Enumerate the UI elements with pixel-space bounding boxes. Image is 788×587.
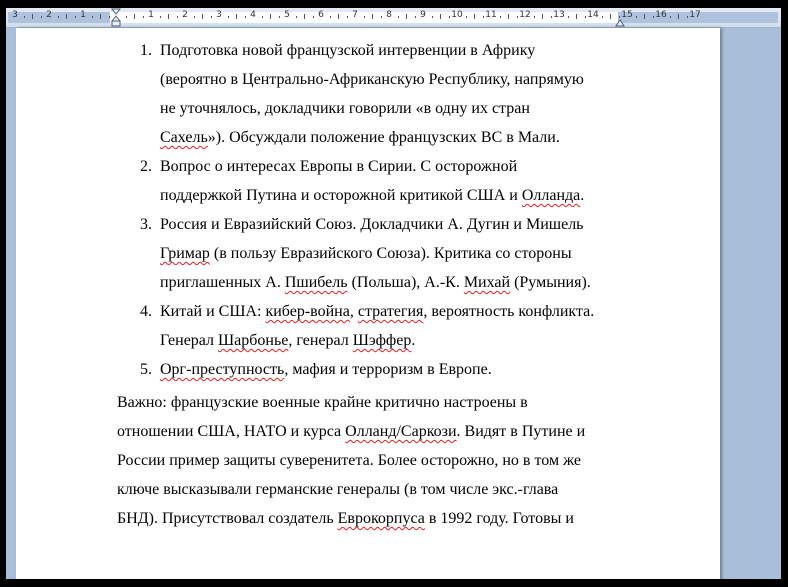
ruler-tick	[636, 16, 637, 18]
ruler-tick	[508, 14, 509, 19]
list-item-line	[16, 152, 620, 181]
ruler-number: 3	[12, 10, 18, 20]
ruler-tick	[517, 16, 518, 18]
list-item-line	[16, 123, 620, 152]
list-item-line	[16, 181, 620, 210]
misspelled-word: Пшибель	[284, 274, 348, 291]
misspelled-word: Еврокорпуса	[337, 510, 425, 527]
text-run: Вопрос о интересах Европы в Сирии. С осторожной	[160, 158, 518, 175]
ruler-number: 4	[250, 10, 256, 20]
ruler-tick	[678, 14, 679, 19]
list-item-line	[16, 268, 620, 297]
paragraph-line	[117, 388, 637, 417]
ruler-tick	[542, 14, 543, 19]
text-run: ключе высказывали германские генералы (в том числе экс.-глава	[117, 481, 559, 498]
text-run: приглашенных А.	[160, 274, 285, 291]
ruler-tick	[466, 16, 467, 18]
ruler-tick	[602, 16, 603, 18]
text-run: (Румыния).	[510, 274, 591, 291]
text-run: (вероятно в Центрально-Африканскую Республику, напрямую	[160, 71, 584, 88]
ruler-tick	[228, 16, 229, 18]
misspelled-word: Орг-преступность	[160, 361, 285, 378]
text-run: Генерал	[160, 332, 219, 349]
ruler-tick	[610, 14, 611, 19]
ruler-tick	[66, 14, 67, 19]
text-run: России пример защиты суверенитета. Более осторожно, но в том же	[117, 452, 582, 469]
ruler-tick	[585, 16, 586, 18]
ruler-number: 1	[80, 10, 86, 20]
ruler-tick	[75, 16, 76, 18]
ruler-tick	[440, 14, 441, 19]
ruler-tick	[262, 16, 263, 18]
ruler-tick	[270, 14, 271, 19]
text-run: не уточнялось, докладчики говорили «в одну их стран	[160, 100, 530, 117]
numbered-list	[16, 36, 620, 384]
ruler-tick	[670, 16, 671, 18]
ruler-tick	[432, 16, 433, 18]
misspelled-word: стратегия	[357, 303, 424, 320]
ruler-tick	[177, 16, 178, 18]
list-item-line	[16, 326, 620, 355]
ruler-tick	[24, 16, 25, 18]
paragraph-line	[117, 475, 637, 504]
ruler-number: 7	[352, 10, 358, 20]
ruler-tick	[449, 16, 450, 18]
text-run: . Видят в Путине и	[456, 423, 586, 440]
ruler-tick	[381, 16, 382, 18]
horizontal-ruler[interactable]	[6, 8, 781, 28]
ruler-tick	[194, 16, 195, 18]
misspelled-word: Шэффер	[352, 332, 412, 349]
text-run: Россия и Евразийский Союз. Докладчики А. Дугин и Мишель	[160, 216, 584, 233]
ruler-number: 10	[451, 10, 463, 20]
ruler-tick	[483, 16, 484, 18]
text-run: поддержкой Путина и осторожной критикой США и	[160, 187, 522, 204]
text-run: отношении США, НАТО и курса	[117, 423, 346, 440]
ruler-tick	[236, 14, 237, 19]
ruler-number: 3	[216, 10, 222, 20]
ruler-number: 16	[655, 10, 667, 20]
ruler-tick	[134, 14, 135, 19]
ruler-tick	[211, 16, 212, 18]
list-item-line	[16, 355, 620, 384]
ruler-tick	[126, 16, 127, 18]
text-run: (Польша), А.-К.	[347, 274, 464, 291]
misspelled-word: Олланда	[521, 187, 581, 204]
document-page[interactable]	[16, 28, 720, 579]
ruler-number: 6	[318, 10, 324, 20]
ruler-tick	[551, 16, 552, 18]
text-run: , мафия и терроризм в Европе.	[284, 361, 492, 378]
misspelled-word: Олланд/Саркози	[345, 423, 457, 440]
ruler-tick	[100, 14, 101, 19]
ruler-tick	[398, 16, 399, 18]
ruler-number: 5	[284, 10, 290, 20]
ruler-tick	[338, 14, 339, 19]
ruler-tick	[168, 14, 169, 19]
list-number: 1.	[140, 42, 152, 59]
text-run: Китай и США:	[160, 303, 266, 320]
ruler-tick	[279, 16, 280, 18]
text-run: , вероятность конфликта.	[423, 303, 595, 320]
text-run: , генерал	[288, 332, 353, 349]
text-run: Важно: французские военные крайне критично настроены в	[117, 394, 528, 411]
text-run: .	[580, 187, 585, 204]
text-run: в 1992 году. Готовы и	[424, 510, 574, 527]
ruler-tick	[372, 14, 373, 19]
ruler-number: 1	[148, 10, 154, 20]
text-run: »). Обсуждали положение французских ВС в Мали.	[207, 129, 560, 146]
paragraph-line	[117, 504, 637, 533]
ruler-tick	[330, 16, 331, 18]
list-number: 2.	[140, 158, 152, 175]
ruler-tick	[653, 16, 654, 18]
ruler-number: 2	[46, 10, 52, 20]
ruler-tick	[58, 16, 59, 18]
ruler-number: 15	[621, 10, 633, 20]
ruler-tick	[296, 16, 297, 18]
paragraph-line	[117, 417, 637, 446]
list-number: 5.	[140, 361, 152, 378]
ruler-tick	[644, 14, 645, 19]
ruler-tick	[32, 14, 33, 19]
ruler-tick	[568, 16, 569, 18]
list-item-line	[16, 36, 620, 65]
paragraph-line	[117, 446, 637, 475]
ruler-number: 13	[553, 10, 565, 20]
list-item-line	[16, 210, 620, 239]
list-item-line	[16, 239, 620, 268]
misspelled-word: кибер-война	[265, 303, 350, 320]
misspelled-word: Михай	[463, 274, 511, 291]
word-window	[6, 8, 781, 579]
misspelled-word: Гримар	[160, 245, 210, 262]
ruler-number: 14	[587, 10, 599, 20]
ruler-number: 11	[485, 10, 497, 20]
ruler-tick	[304, 14, 305, 19]
ruler-number: 2	[182, 10, 188, 20]
right-indent-marker-icon[interactable]	[615, 17, 625, 27]
ruler-tick	[245, 16, 246, 18]
indent-marker-icon[interactable]	[111, 8, 121, 27]
ruler-tick	[576, 14, 577, 19]
ruler-tick	[92, 16, 93, 18]
ruler-tick	[143, 16, 144, 18]
ruler-number: 9	[420, 10, 426, 20]
misspelled-word: Сахель	[160, 129, 208, 146]
body-paragraph	[117, 388, 637, 533]
ruler-tick	[364, 16, 365, 18]
ruler-tick	[500, 16, 501, 18]
ruler-tick	[313, 16, 314, 18]
ruler-tick	[415, 16, 416, 18]
text-run: ,	[349, 303, 358, 320]
list-item-line	[16, 297, 620, 326]
list-item-line	[16, 94, 620, 123]
text-run: БНД). Присутствовал создатель	[117, 510, 338, 527]
ruler-tick	[687, 16, 688, 18]
list-item-line	[16, 65, 620, 94]
ruler-tick	[202, 14, 203, 19]
text-run: Подготовка новой французской интервенции в Африку	[160, 42, 536, 59]
misspelled-word: Шарбонье	[218, 332, 289, 349]
ruler-number: 8	[386, 10, 392, 20]
ruler-tick	[406, 14, 407, 19]
list-number: 3.	[140, 216, 152, 233]
ruler-tick	[347, 16, 348, 18]
ruler-tick	[109, 16, 110, 18]
text-run: (в пользу Евразийского Союза). Критика со стороны	[209, 245, 572, 262]
ruler-tick	[160, 16, 161, 18]
text-run: .	[411, 332, 416, 349]
ruler-tick	[474, 14, 475, 19]
ruler-number: 17	[689, 10, 701, 20]
list-number: 4.	[140, 303, 152, 320]
ruler-number: 12	[519, 10, 531, 20]
ruler-tick	[41, 16, 42, 18]
ruler-tick	[534, 16, 535, 18]
